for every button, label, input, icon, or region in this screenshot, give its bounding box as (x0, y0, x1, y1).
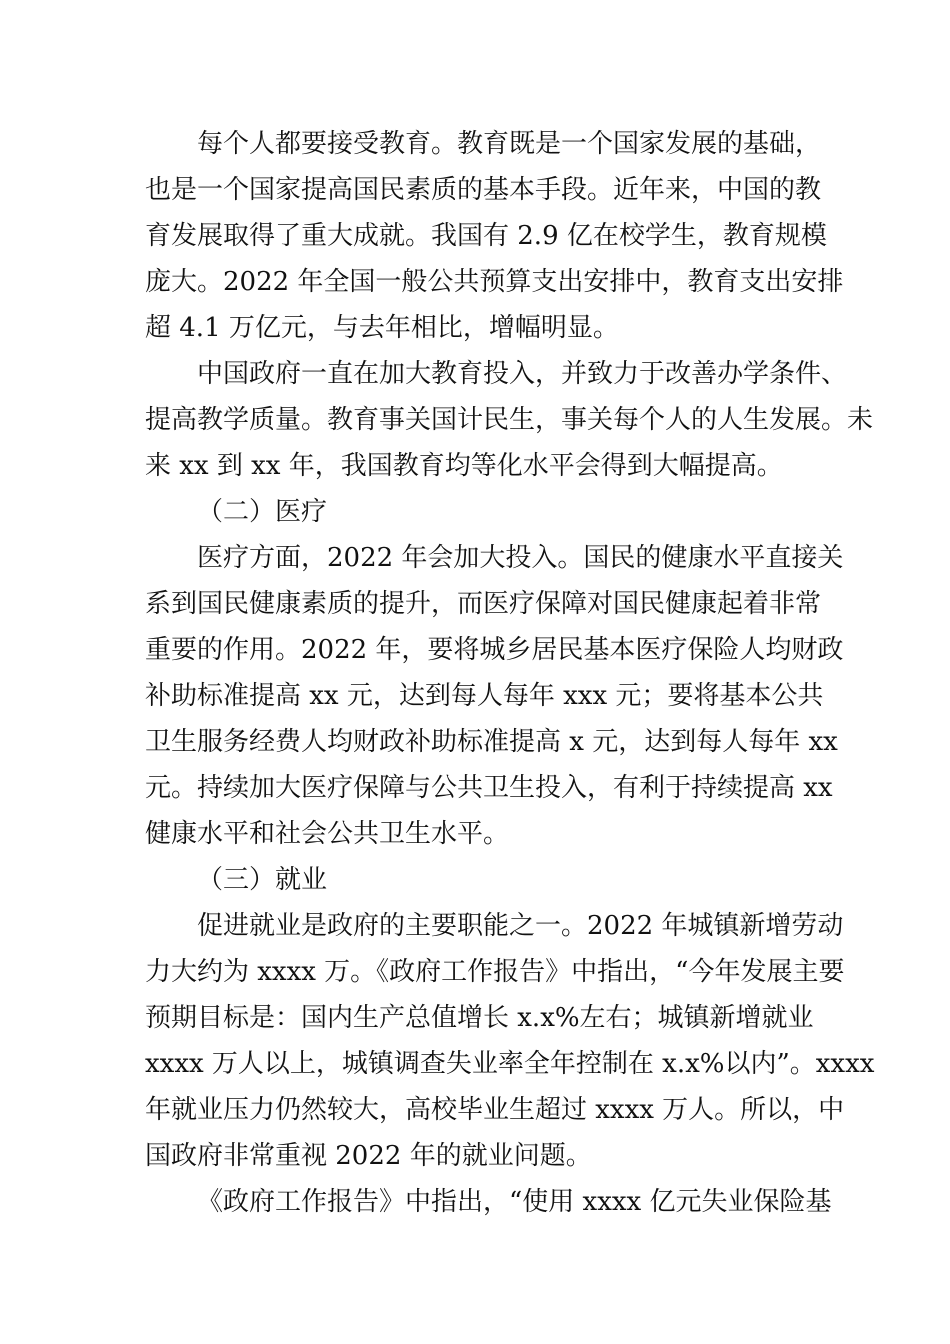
paragraph-line: 超 4.1 万亿元，与去年相比，增幅明显。 (145, 313, 619, 343)
paragraph-line: 卫生服务经费人均财政补助标准提高 x 元，达到每人每年 xx (145, 727, 838, 757)
paragraph-line: 补助标准提高 xx 元，达到每人每年 xxx 元；要将基本公共 (145, 681, 824, 711)
paragraph-line: 来 xx 到 xx 年，我国教育均等化水平会得到大幅提高。 (145, 451, 783, 481)
paragraph-line: 《政府工作报告》中指出，“使用 xxxx 亿元失业保险基 (197, 1187, 832, 1217)
paragraph-line: 中国政府一直在加大教育投入，并致力于改善办学条件、 (197, 359, 848, 389)
paragraph-line: 年就业压力仍然较大，高校毕业生超过 xxxx 万人。所以，中 (145, 1095, 845, 1125)
paragraph-line: 促进就业是政府的主要职能之一。2022 年城镇新增劳动 (197, 911, 844, 941)
paragraph-line: 元。持续加大医疗保障与公共卫生投入，有利于持续提高 xx (145, 773, 833, 803)
section-heading-employment: （三）就业 (197, 865, 328, 895)
paragraph-line: 也是一个国家提高国民素质的基本手段。近年来，中国的教 (145, 175, 822, 205)
paragraph-line: 预期目标是：国内生产总值增长 x.x%左右；城镇新增就业 (145, 1003, 814, 1033)
paragraph-line: 庞大。2022 年全国一般公共预算支出安排中，教育支出安排 (145, 267, 844, 297)
paragraph-line: 系到国民健康素质的提升，而医疗保障对国民健康起着非常 (145, 589, 822, 619)
section-heading-medical: （二）医疗 (197, 497, 328, 527)
paragraph-line: 每个人都要接受教育。教育既是一个国家发展的基础， (197, 129, 822, 159)
paragraph-line: 健康水平和社会公共卫生水平。 (145, 819, 510, 849)
paragraph-line: 国政府非常重视 2022 年的就业问题。 (145, 1141, 592, 1171)
paragraph-line: 医疗方面，2022 年会加大投入。国民的健康水平直接关 (197, 543, 844, 573)
paragraph-line: 重要的作用。2022 年，要将城乡居民基本医疗保险人均财政 (145, 635, 844, 665)
paragraph-line: 提高教学质量。教育事关国计民生，事关每个人的人生发展。未 (145, 405, 874, 435)
paragraph-line: xxxx 万人以上，城镇调查失业率全年控制在 x.x%以内”。xxxx (145, 1049, 875, 1079)
paragraph-line: 育发展取得了重大成就。我国有 2.9 亿在校学生，教育规模 (145, 221, 827, 251)
paragraph-line: 力大约为 xxxx 万。《政府工作报告》中指出，“今年发展主要 (145, 957, 845, 987)
